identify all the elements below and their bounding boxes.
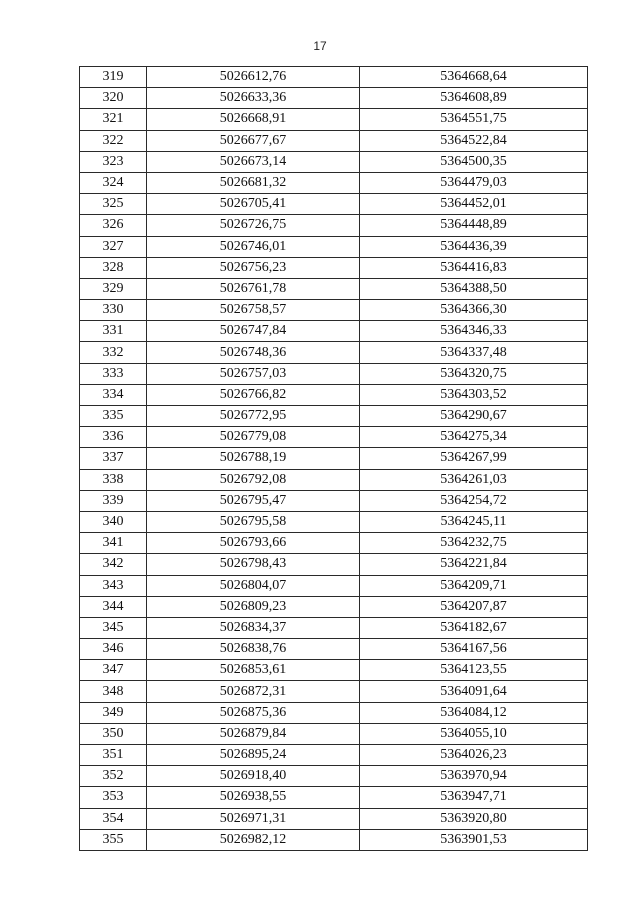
table-row xyxy=(80,363,588,384)
y-coordinate-cell: 5364500,35 xyxy=(360,151,588,172)
x-coordinate-cell: 5026834,37 xyxy=(147,617,360,638)
x-coordinate-cell: 5026982,12 xyxy=(147,829,360,850)
point-number-cell: 342 xyxy=(80,554,147,575)
x-coordinate-cell: 5026798,43 xyxy=(147,554,360,575)
table-row xyxy=(80,67,588,88)
table-row xyxy=(80,596,588,617)
point-number-cell: 323 xyxy=(80,151,147,172)
x-coordinate-cell: 5026879,84 xyxy=(147,723,360,744)
table-row xyxy=(80,300,588,321)
y-coordinate-cell: 5364452,01 xyxy=(360,194,588,215)
y-coordinate-cell: 5364416,83 xyxy=(360,257,588,278)
y-coordinate-cell: 5364267,99 xyxy=(360,448,588,469)
x-coordinate-cell: 5026792,08 xyxy=(147,469,360,490)
point-number-cell: 352 xyxy=(80,766,147,787)
y-coordinate-cell: 5364221,84 xyxy=(360,554,588,575)
y-coordinate-cell: 5364522,84 xyxy=(360,130,588,151)
table-row xyxy=(80,151,588,172)
table-row xyxy=(80,787,588,808)
table-row xyxy=(80,766,588,787)
point-number-cell: 351 xyxy=(80,745,147,766)
y-coordinate-cell: 5364388,50 xyxy=(360,278,588,299)
y-coordinate-cell: 5364232,75 xyxy=(360,533,588,554)
table-row xyxy=(80,257,588,278)
y-coordinate-cell: 5364448,89 xyxy=(360,215,588,236)
x-coordinate-cell: 5026793,66 xyxy=(147,533,360,554)
x-coordinate-cell: 5026895,24 xyxy=(147,745,360,766)
table-row xyxy=(80,88,588,109)
table-row xyxy=(80,172,588,193)
x-coordinate-cell: 5026971,31 xyxy=(147,808,360,829)
x-coordinate-cell: 5026795,47 xyxy=(147,490,360,511)
table-row xyxy=(80,130,588,151)
table-row xyxy=(80,215,588,236)
x-coordinate-cell: 5026766,82 xyxy=(147,384,360,405)
y-coordinate-cell: 5364167,56 xyxy=(360,639,588,660)
y-coordinate-cell: 5364245,11 xyxy=(360,511,588,532)
y-coordinate-cell: 5364337,48 xyxy=(360,342,588,363)
point-number-cell: 340 xyxy=(80,511,147,532)
y-coordinate-cell: 5363970,94 xyxy=(360,766,588,787)
x-coordinate-cell: 5026681,32 xyxy=(147,172,360,193)
y-coordinate-cell: 5364366,30 xyxy=(360,300,588,321)
point-number-cell: 325 xyxy=(80,194,147,215)
table-row xyxy=(80,745,588,766)
coordinates-table-body xyxy=(80,67,588,851)
point-number-cell: 345 xyxy=(80,617,147,638)
x-coordinate-cell: 5026757,03 xyxy=(147,363,360,384)
y-coordinate-cell: 5364261,03 xyxy=(360,469,588,490)
point-number-cell: 337 xyxy=(80,448,147,469)
point-number-cell: 343 xyxy=(80,575,147,596)
y-coordinate-cell: 5364479,03 xyxy=(360,172,588,193)
point-number-cell: 330 xyxy=(80,300,147,321)
table-row xyxy=(80,575,588,596)
table-row xyxy=(80,808,588,829)
table-row xyxy=(80,109,588,130)
table-row xyxy=(80,723,588,744)
x-coordinate-cell: 5026772,95 xyxy=(147,406,360,427)
point-number-cell: 322 xyxy=(80,130,147,151)
point-number-cell: 335 xyxy=(80,406,147,427)
x-coordinate-cell: 5026668,91 xyxy=(147,109,360,130)
y-coordinate-cell: 5364209,71 xyxy=(360,575,588,596)
point-number-cell: 341 xyxy=(80,533,147,554)
table-row xyxy=(80,448,588,469)
x-coordinate-cell: 5026756,23 xyxy=(147,257,360,278)
table-row xyxy=(80,236,588,257)
y-coordinate-cell: 5364275,34 xyxy=(360,427,588,448)
x-coordinate-cell: 5026705,41 xyxy=(147,194,360,215)
y-coordinate-cell: 5363901,53 xyxy=(360,829,588,850)
point-number-cell: 339 xyxy=(80,490,147,511)
y-coordinate-cell: 5364254,72 xyxy=(360,490,588,511)
y-coordinate-cell: 5364303,52 xyxy=(360,384,588,405)
y-coordinate-cell: 5363920,80 xyxy=(360,808,588,829)
point-number-cell: 321 xyxy=(80,109,147,130)
table-row xyxy=(80,681,588,702)
point-number-cell: 333 xyxy=(80,363,147,384)
x-coordinate-cell: 5026809,23 xyxy=(147,596,360,617)
point-number-cell: 327 xyxy=(80,236,147,257)
point-number-cell: 324 xyxy=(80,172,147,193)
point-number-cell: 349 xyxy=(80,702,147,723)
table-row xyxy=(80,321,588,342)
point-number-cell: 347 xyxy=(80,660,147,681)
x-coordinate-cell: 5026938,55 xyxy=(147,787,360,808)
table-row xyxy=(80,278,588,299)
x-coordinate-cell: 5026872,31 xyxy=(147,681,360,702)
x-coordinate-cell: 5026612,76 xyxy=(147,67,360,88)
table-row xyxy=(80,490,588,511)
x-coordinate-cell: 5026726,75 xyxy=(147,215,360,236)
y-coordinate-cell: 5364436,39 xyxy=(360,236,588,257)
y-coordinate-cell: 5364084,12 xyxy=(360,702,588,723)
point-number-cell: 336 xyxy=(80,427,147,448)
x-coordinate-cell: 5026758,57 xyxy=(147,300,360,321)
point-number-cell: 329 xyxy=(80,278,147,299)
point-number-cell: 348 xyxy=(80,681,147,702)
point-number-cell: 334 xyxy=(80,384,147,405)
y-coordinate-cell: 5364026,23 xyxy=(360,745,588,766)
x-coordinate-cell: 5026838,76 xyxy=(147,639,360,660)
point-number-cell: 353 xyxy=(80,787,147,808)
y-coordinate-cell: 5363947,71 xyxy=(360,787,588,808)
table-row xyxy=(80,342,588,363)
point-number-cell: 320 xyxy=(80,88,147,109)
table-row xyxy=(80,511,588,532)
point-number-cell: 326 xyxy=(80,215,147,236)
y-coordinate-cell: 5364290,67 xyxy=(360,406,588,427)
table-row xyxy=(80,554,588,575)
y-coordinate-cell: 5364551,75 xyxy=(360,109,588,130)
point-number-cell: 319 xyxy=(80,67,147,88)
x-coordinate-cell: 5026788,19 xyxy=(147,448,360,469)
y-coordinate-cell: 5364182,67 xyxy=(360,617,588,638)
x-coordinate-cell: 5026748,36 xyxy=(147,342,360,363)
table-row xyxy=(80,194,588,215)
table-row xyxy=(80,829,588,850)
x-coordinate-cell: 5026673,14 xyxy=(147,151,360,172)
y-coordinate-cell: 5364207,87 xyxy=(360,596,588,617)
y-coordinate-cell: 5364608,89 xyxy=(360,88,588,109)
x-coordinate-cell: 5026761,78 xyxy=(147,278,360,299)
page-number: 17 xyxy=(313,39,327,53)
x-coordinate-cell: 5026918,40 xyxy=(147,766,360,787)
point-number-cell: 354 xyxy=(80,808,147,829)
table-row xyxy=(80,406,588,427)
table-row xyxy=(80,702,588,723)
x-coordinate-cell: 5026633,36 xyxy=(147,88,360,109)
y-coordinate-cell: 5364091,64 xyxy=(360,681,588,702)
table-row xyxy=(80,533,588,554)
x-coordinate-cell: 5026853,61 xyxy=(147,660,360,681)
x-coordinate-cell: 5026795,58 xyxy=(147,511,360,532)
table-row xyxy=(80,469,588,490)
y-coordinate-cell: 5364055,10 xyxy=(360,723,588,744)
point-number-cell: 346 xyxy=(80,639,147,660)
point-number-cell: 331 xyxy=(80,321,147,342)
point-number-cell: 350 xyxy=(80,723,147,744)
x-coordinate-cell: 5026747,84 xyxy=(147,321,360,342)
point-number-cell: 355 xyxy=(80,829,147,850)
y-coordinate-cell: 5364346,33 xyxy=(360,321,588,342)
x-coordinate-cell: 5026779,08 xyxy=(147,427,360,448)
y-coordinate-cell: 5364123,55 xyxy=(360,660,588,681)
y-coordinate-cell: 5364668,64 xyxy=(360,67,588,88)
table-row xyxy=(80,660,588,681)
x-coordinate-cell: 5026875,36 xyxy=(147,702,360,723)
coordinates-table xyxy=(79,66,588,851)
y-coordinate-cell: 5364320,75 xyxy=(360,363,588,384)
point-number-cell: 344 xyxy=(80,596,147,617)
point-number-cell: 332 xyxy=(80,342,147,363)
table-row xyxy=(80,384,588,405)
point-number-cell: 338 xyxy=(80,469,147,490)
x-coordinate-cell: 5026804,07 xyxy=(147,575,360,596)
table-row xyxy=(80,639,588,660)
x-coordinate-cell: 5026746,01 xyxy=(147,236,360,257)
x-coordinate-cell: 5026677,67 xyxy=(147,130,360,151)
table-row xyxy=(80,427,588,448)
table-row xyxy=(80,617,588,638)
point-number-cell: 328 xyxy=(80,257,147,278)
